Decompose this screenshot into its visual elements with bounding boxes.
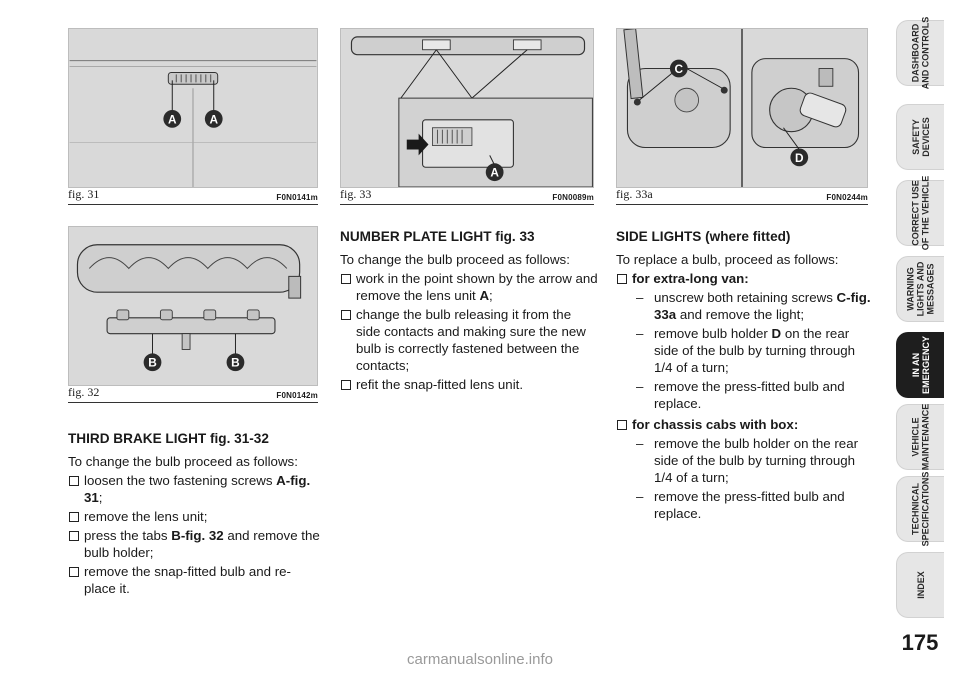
side-lights-van-step-1-text: unscrew both retaining screws xyxy=(654,290,837,305)
figure-33-image xyxy=(340,28,594,188)
tab-correct-use-label: CORRECT USE OF THE VEHICLE xyxy=(910,175,931,251)
tab-safety-devices[interactable] xyxy=(896,104,944,170)
side-lights-van-step-1-end: and remove the light; xyxy=(676,307,805,322)
tab-index[interactable] xyxy=(896,552,944,618)
number-plate-step-1-text: work in the point shown by the arrow and remove the lens unit xyxy=(356,271,598,303)
third-brake-step-3-ref: B-fig. 32 xyxy=(171,528,224,543)
side-lights-van-step-1 xyxy=(616,289,872,323)
tab-warning-lights[interactable] xyxy=(896,256,944,322)
third-brake-section xyxy=(68,430,322,599)
third-brake-step-2: remove the lens unit; xyxy=(68,508,322,525)
third-brake-title: THIRD BRAKE LIGHT fig. 31-32 xyxy=(68,431,269,446)
third-brake-step-1-end: ; xyxy=(98,490,103,505)
watermark: carmanualsonline.info xyxy=(407,651,553,668)
fig31-callout-a1: A xyxy=(167,112,177,127)
number-plate-step-3: refit the snap-fitted lens unit. xyxy=(340,376,598,393)
side-lights-list xyxy=(616,270,872,522)
side-lights-van-step-1-ref: C-fig. 33a xyxy=(654,290,871,322)
tab-correct-use[interactable] xyxy=(896,175,944,251)
side-lights-cab-heading: for chassis cabs with box: xyxy=(616,416,872,433)
figure-32-caption xyxy=(68,387,318,403)
tab-maintenance-label: VEHICLE MAINTENANCE xyxy=(910,403,931,471)
tab-warning-label: WARNING LIGHTS AND MESSAGES xyxy=(905,261,936,317)
number-plate-step-1-end: ; xyxy=(489,288,493,303)
tab-index-label: INDEX xyxy=(915,571,926,599)
figure-31-label: fig. 31 xyxy=(68,187,100,201)
side-lights-intro: To replace a bulb, proceed as follows: xyxy=(616,252,839,267)
number-plate-title: NUMBER PLATE LIGHT fig. 33 xyxy=(340,229,535,244)
side-lights-van-heading: for extra-long van: xyxy=(616,270,872,287)
figure-33a-code: F0N0244m xyxy=(826,193,868,202)
tab-emergency-label: IN AN EMERGENCY xyxy=(910,335,931,395)
side-lights-van-step-2-text: remove bulb holder xyxy=(654,326,772,341)
fig32-callout-b1: B xyxy=(148,355,157,370)
number-plate-section xyxy=(340,228,598,395)
third-brake-step-3-end: and remove the bulb holder; xyxy=(84,528,320,560)
fig32-callout-b2: B xyxy=(231,355,240,370)
figure-33-label: fig. 33 xyxy=(340,187,372,201)
figure-31-code: F0N0141m xyxy=(276,193,318,202)
tab-technical-specifications[interactable] xyxy=(896,471,944,547)
figure-33a-label: fig. 33a xyxy=(616,187,653,201)
side-lights-title: SIDE LIGHTS (where fitted) xyxy=(616,229,791,244)
fig31-callout-a2: A xyxy=(209,112,219,127)
number-plate-steps xyxy=(340,270,598,393)
tab-technical-label: TECHNICAL SPECIFICATIONS xyxy=(910,471,931,547)
figure-31-image xyxy=(68,28,318,188)
side-lights-cab-step-2: – remove the press-fitted bulb and replace. xyxy=(616,488,872,522)
third-brake-step-3 xyxy=(68,527,322,561)
side-lights-section xyxy=(616,228,872,524)
third-brake-step-1-text: loosen the two fastening screws xyxy=(84,473,277,488)
fig33a-callout-c: C xyxy=(674,61,684,76)
figure-32-code: F0N0142m xyxy=(276,391,318,400)
figure-33-caption xyxy=(340,189,594,205)
figure-32-label: fig. 32 xyxy=(68,385,100,399)
tab-dashboard-label: DASHBOARD AND CONTROLS xyxy=(910,16,931,90)
figure-33a-image xyxy=(616,28,868,188)
third-brake-intro: To change the bulb proceed as follows: xyxy=(68,454,298,469)
figure-33-code: F0N0089m xyxy=(552,193,594,202)
fig33a-callout-d: D xyxy=(794,150,804,165)
third-brake-step-4: remove the snap-fitted bulb and re-place it. xyxy=(68,563,322,597)
tab-dashboard-and-controls[interactable] xyxy=(896,16,944,90)
side-lights-van-step-2 xyxy=(616,325,872,376)
side-lights-cab-step-1: – remove the bulb holder on the rear side of the bulb by turning through 1/4 of a turn; xyxy=(616,435,872,486)
third-brake-step-1 xyxy=(68,472,322,506)
figure-33a-caption xyxy=(616,189,868,205)
number-plate-step-1-ref: A xyxy=(479,288,490,303)
page-number: 175 xyxy=(901,630,939,655)
side-lights-van-step-2-ref: D xyxy=(771,326,782,341)
fig33-callout-a: A xyxy=(490,165,499,180)
tab-in-an-emergency[interactable] xyxy=(896,332,944,398)
figure-31-caption xyxy=(68,189,318,205)
figure-32-image xyxy=(68,226,318,386)
tab-vehicle-maintenance[interactable] xyxy=(896,404,944,470)
third-brake-step-3-text: press the tabs xyxy=(84,528,172,543)
number-plate-step-2: change the bulb releasing it from the side contacts and making sure the new bulb is correctly fastened between the contacts; xyxy=(340,306,598,374)
number-plate-step-1 xyxy=(340,270,598,304)
side-lights-van-step-3: – remove the press-fitted bulb and replace. xyxy=(616,378,872,412)
tab-safety-label: SAFETY DEVICES xyxy=(910,117,931,157)
number-plate-intro: To change the bulb proceed as follows: xyxy=(340,252,570,267)
third-brake-steps xyxy=(68,472,322,597)
side-lights-van-step-2-end: on the rear side of the bulb by turning through 1/4 of a turn; xyxy=(654,326,856,375)
third-brake-step-1-ref: A-fig. 31 xyxy=(84,473,311,505)
